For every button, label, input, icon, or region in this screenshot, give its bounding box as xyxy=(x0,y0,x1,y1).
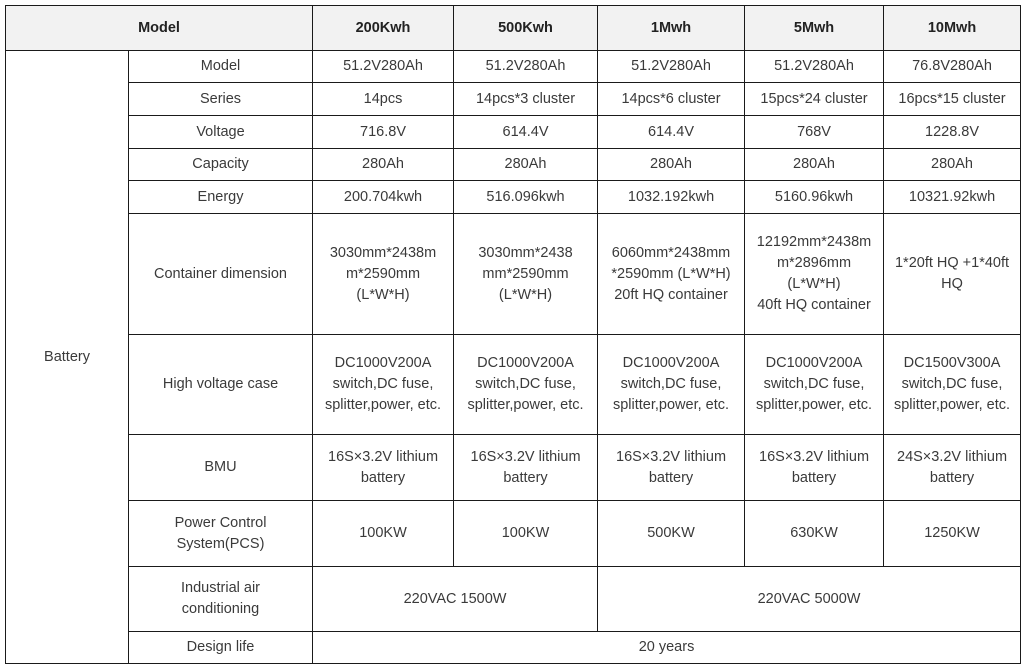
table-cell xyxy=(745,181,884,214)
cell-line: (L*W*H) xyxy=(356,286,410,303)
cell-line: 630KW xyxy=(790,525,838,541)
cell-line: 76.8V280Ah xyxy=(912,58,992,74)
cell-line: 20ft HQ container xyxy=(614,286,728,303)
cell-line: 12192mm*2438m xyxy=(756,234,872,250)
cell-line: 6060mm*2438mm xyxy=(611,244,731,261)
cell-line: 280Ah xyxy=(504,156,547,172)
cell-line: 516.096kwh xyxy=(486,188,565,205)
cell-line: 100KW xyxy=(359,525,407,541)
cell-line: 614.4V xyxy=(648,123,694,140)
cell-line: battery xyxy=(929,469,975,486)
cell-line: 16S×3.2V lithium xyxy=(616,448,727,465)
table-cell xyxy=(313,51,454,83)
header-col-2: 500Kwh xyxy=(454,6,598,51)
table-row xyxy=(6,149,1021,181)
cell-line: 280Ah xyxy=(362,156,404,172)
cell-line: 100KW xyxy=(501,525,550,541)
table-cell xyxy=(454,149,598,181)
cell-line: 768V xyxy=(797,123,831,140)
table-row xyxy=(6,335,1021,435)
cell-line: splitter,power, etc. xyxy=(324,397,442,413)
row-label-energy xyxy=(129,181,313,214)
spec-table xyxy=(5,5,1021,664)
cell-line: mm*2590mm xyxy=(482,265,569,282)
table-row xyxy=(6,214,1021,335)
cell-line: 15pcs*24 cluster xyxy=(760,90,868,107)
table-cell xyxy=(598,501,745,567)
table-cell xyxy=(598,181,745,214)
table-cell xyxy=(598,83,745,116)
table-row xyxy=(6,116,1021,149)
cell-line: splitter,power, etc. xyxy=(755,397,873,413)
cell-line: 10321.92kwh xyxy=(908,188,996,205)
cell-line: 1250KW xyxy=(924,525,980,541)
cell-line: switch,DC fuse, xyxy=(475,376,576,392)
table-cell xyxy=(598,51,745,83)
cell-line: 280Ah xyxy=(931,156,973,172)
cell-line: conditioning xyxy=(181,601,260,617)
table-cell xyxy=(454,51,598,83)
table-cell xyxy=(598,435,745,501)
header-model: Model xyxy=(6,6,313,51)
cell-line: 200.704kwh xyxy=(343,188,423,205)
header-col-5: 10Mwh xyxy=(884,6,1021,51)
cell-line: HQ xyxy=(941,276,963,292)
table-cell xyxy=(598,335,745,435)
design-life-cell: 20 years xyxy=(313,632,1021,664)
row-label-bmu xyxy=(129,435,313,501)
header-row xyxy=(6,6,1021,51)
cell-line: 1*20ft HQ +1*40ft xyxy=(894,255,1010,271)
table-row xyxy=(6,51,1021,83)
row-label-air-conditioning xyxy=(129,567,313,632)
table-row xyxy=(6,435,1021,501)
table-cell xyxy=(884,335,1021,435)
table-cell xyxy=(745,51,884,83)
header-col-4: 5Mwh xyxy=(745,6,884,51)
cell-line: System(PCS) xyxy=(176,535,265,552)
row-label-pcs xyxy=(129,501,313,567)
table-cell xyxy=(313,181,454,214)
table-cell xyxy=(884,116,1021,149)
cell-line: DC1000V200A xyxy=(477,355,574,371)
cell-line: Industrial air xyxy=(181,580,260,596)
cell-line: 280Ah xyxy=(650,156,692,172)
cell-line: switch,DC fuse, xyxy=(620,376,722,392)
cell-line: 5160.96kwh xyxy=(774,188,854,205)
row-label-capacity xyxy=(129,149,313,181)
table-cell xyxy=(598,214,745,335)
row-label-voltage xyxy=(129,116,313,149)
cell-line: Capacity xyxy=(192,156,249,172)
cell-line: m*2590mm xyxy=(345,265,421,282)
cell-line: Voltage xyxy=(196,123,245,140)
row-label-high-voltage-case xyxy=(129,335,313,435)
cell-line: 1032.192kwh xyxy=(627,188,715,205)
cell-line: splitter,power, etc. xyxy=(893,397,1011,413)
table-cell xyxy=(884,501,1021,567)
cell-line: BMU xyxy=(204,459,237,475)
cell-line: battery xyxy=(503,469,548,486)
cell-line: switch,DC fuse, xyxy=(763,376,865,392)
category-cell: Battery xyxy=(6,51,129,664)
table-cell xyxy=(884,181,1021,214)
table-cell xyxy=(598,116,745,149)
table-cell xyxy=(745,149,884,181)
spec-table-body xyxy=(6,51,1021,664)
cell-line: DC1000V200A xyxy=(334,355,432,371)
table-cell xyxy=(454,435,598,501)
cell-line: 1228.8V xyxy=(925,123,980,140)
table-cell xyxy=(745,435,884,501)
table-cell xyxy=(454,335,598,435)
table-cell xyxy=(884,51,1021,83)
table-cell xyxy=(454,181,598,214)
table-cell xyxy=(884,435,1021,501)
cell-line: battery xyxy=(791,469,837,486)
cell-line: 14pcs xyxy=(363,90,403,107)
cell-line: (L*W*H) xyxy=(787,276,841,292)
table-cell xyxy=(884,149,1021,181)
cell-line: 280Ah xyxy=(793,156,835,172)
table-cell xyxy=(745,83,884,116)
table-cell xyxy=(598,149,745,181)
cell-line: 500KW xyxy=(647,525,695,541)
table-cell xyxy=(745,116,884,149)
cell-line: 16pcs*15 cluster xyxy=(898,90,1006,107)
cell-line: High voltage case xyxy=(162,376,279,392)
cell-line: 51.2V280Ah xyxy=(631,58,711,74)
cell-line: 16S×3.2V lithium xyxy=(759,448,870,465)
cell-line: Series xyxy=(199,90,242,107)
aircon-large-cell: 220VAC 5000W xyxy=(598,567,1021,632)
cell-line: switch,DC fuse, xyxy=(901,376,1003,392)
row-label-container-dimension xyxy=(129,214,313,335)
cell-line: 40ft HQ container xyxy=(757,297,871,313)
table-row xyxy=(6,181,1021,214)
cell-line: Model xyxy=(200,58,241,74)
cell-line: Energy xyxy=(197,188,244,205)
cell-line: DC1000V200A xyxy=(622,355,720,371)
row-label-design-life: Design life xyxy=(129,632,313,664)
cell-line: 51.2V280Ah xyxy=(485,58,566,74)
table-cell xyxy=(745,335,884,435)
cell-line: Power Control xyxy=(174,514,267,531)
cell-line: splitter,power, etc. xyxy=(467,397,584,413)
cell-line: 24S×3.2V lithium xyxy=(897,448,1008,465)
table-cell xyxy=(884,214,1021,335)
cell-line: 14pcs*3 cluster xyxy=(475,90,576,107)
cell-line: m*2896mm xyxy=(776,255,852,271)
cell-line: 51.2V280Ah xyxy=(774,58,854,74)
header-col-3: 1Mwh xyxy=(598,6,745,51)
table-cell xyxy=(454,83,598,116)
cell-line: 3030mm*2438 xyxy=(478,244,573,261)
table-cell xyxy=(745,214,884,335)
cell-line: 14pcs*6 cluster xyxy=(621,90,721,107)
table-row xyxy=(6,83,1021,116)
cell-line: battery xyxy=(360,469,406,486)
table-row xyxy=(6,632,1021,664)
table-cell xyxy=(313,435,454,501)
table-cell xyxy=(884,83,1021,116)
table-cell xyxy=(313,335,454,435)
cell-line: switch,DC fuse, xyxy=(332,376,434,392)
row-label-series xyxy=(129,83,313,116)
table-cell xyxy=(454,116,598,149)
table-cell xyxy=(313,83,454,116)
cell-line: splitter,power, etc. xyxy=(612,397,730,413)
aircon-small-cell: 220VAC 1500W xyxy=(313,567,598,632)
cell-line: 51.2V280Ah xyxy=(343,58,423,74)
table-cell xyxy=(313,149,454,181)
cell-line: 614.4V xyxy=(502,123,549,140)
table-cell xyxy=(313,214,454,335)
table-cell xyxy=(745,501,884,567)
header-col-1: 200Kwh xyxy=(313,6,454,51)
cell-line: DC1500V300A xyxy=(903,355,1001,371)
cell-line: (L*W*H) xyxy=(498,286,553,303)
cell-line: battery xyxy=(648,469,694,486)
table-cell xyxy=(454,214,598,335)
cell-line: DC1000V200A xyxy=(765,355,863,371)
table-cell xyxy=(454,501,598,567)
cell-line: 16S×3.2V lithium xyxy=(470,448,581,465)
table-row xyxy=(6,567,1021,632)
table-cell xyxy=(313,501,454,567)
cell-line: *2590mm (L*W*H) xyxy=(611,265,731,282)
cell-line: 716.8V xyxy=(360,123,406,140)
table-row xyxy=(6,501,1021,567)
row-label-model xyxy=(129,51,313,83)
cell-line: 3030mm*2438m xyxy=(329,244,437,261)
cell-line: Container dimension xyxy=(154,265,287,282)
table-cell xyxy=(313,116,454,149)
cell-line: 16S×3.2V lithium xyxy=(328,448,439,465)
